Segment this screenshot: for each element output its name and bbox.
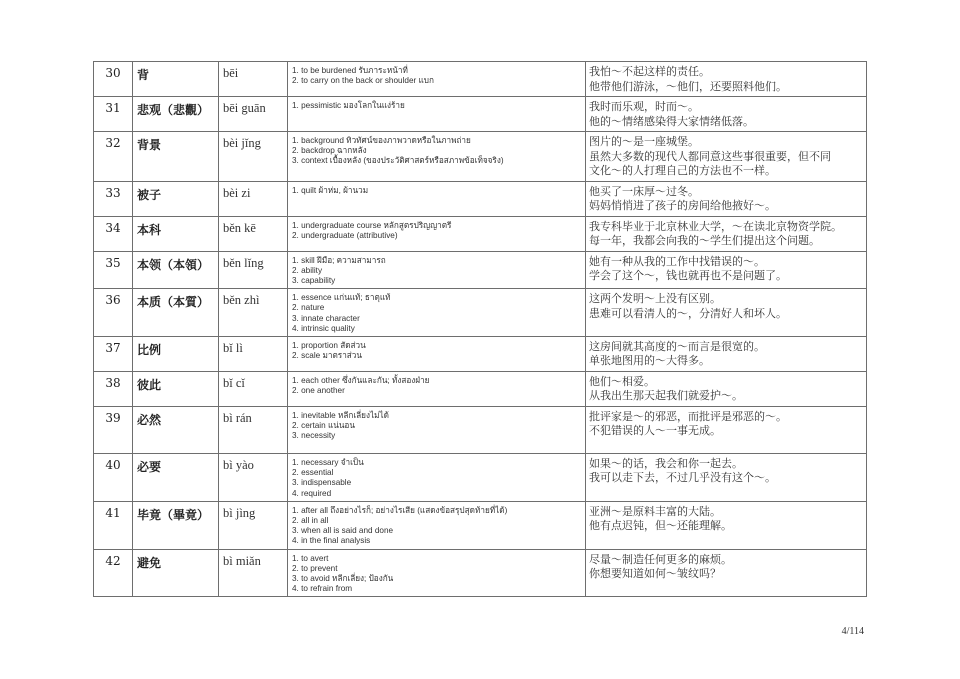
definition-line: 3. when all is said and done xyxy=(292,526,394,536)
definition-line: 2. nature xyxy=(292,303,325,313)
chinese-word: 背 xyxy=(133,62,219,97)
examples-cell xyxy=(586,289,867,337)
example-sentence: 每一年，我都会向我的～学生们提出这个问题。 xyxy=(589,234,820,247)
entry-number: 41 xyxy=(94,501,133,549)
definition-line: 2. all in all xyxy=(292,515,329,525)
definition-line: 2. backdrop ฉากหลัง xyxy=(292,146,367,156)
definition-line: 2. essential xyxy=(292,468,334,478)
definition-line: 1. essence แก่นแท้; ธาตุแท้ xyxy=(292,293,391,303)
example-sentence: 如果～的话，我会和你一起去。 xyxy=(589,456,743,470)
example-sentence: 她有一种从我的工作中找错误的～。 xyxy=(589,254,765,268)
definition-line: 2. to carry on the back or shoulder แบก xyxy=(292,76,434,86)
example-sentence: 我时而乐观，时而～。 xyxy=(589,100,699,113)
pinyin: bēi guān xyxy=(219,97,288,132)
definition-line: 4. intrinsic quality xyxy=(292,323,355,333)
definitions-cell xyxy=(288,336,586,371)
pinyin: bèi jǐng xyxy=(219,132,288,182)
example-sentence: 他的～情绪感染得大家情绪低落。 xyxy=(589,114,754,128)
definition-line: 4. to refrain from xyxy=(292,584,353,594)
definition-line: 4. required xyxy=(292,488,332,498)
chinese-word: 必然 xyxy=(133,406,219,453)
chinese-word: 本质（本質） xyxy=(133,289,219,337)
example-sentence: 单张地图用的～大得多。 xyxy=(589,354,710,368)
definition-line: 2. undergraduate (attributive) xyxy=(292,230,398,240)
table-row xyxy=(94,406,867,453)
entry-number: 34 xyxy=(94,216,133,251)
entry-number: 33 xyxy=(94,181,133,216)
example-sentence: 妈妈悄悄进了孩子的房间给他掖好～。 xyxy=(589,199,776,212)
examples-cell xyxy=(586,453,867,501)
definition-line: 2. to prevent xyxy=(292,563,338,573)
example-sentence: 我专科毕业于北京林业大学，～在读北京物资学院。 xyxy=(589,219,842,233)
entry-number: 36 xyxy=(94,289,133,337)
examples-cell xyxy=(586,406,867,453)
example-sentence: 不犯错误的人～一事无成。 xyxy=(589,424,721,438)
examples-cell xyxy=(586,132,867,182)
entry-number: 31 xyxy=(94,97,133,132)
entry-number: 32 xyxy=(94,132,133,182)
example-sentence: 从我出生那天起我们就爱护～。 xyxy=(589,389,743,403)
examples-cell xyxy=(586,97,867,132)
entry-number: 39 xyxy=(94,406,133,453)
definition-line: 1. background ทิวทัศน์ของภาพวาดหรือในภาพถ่าย xyxy=(292,136,471,145)
pinyin: bì jìng xyxy=(219,501,288,549)
examples-cell xyxy=(586,216,867,251)
pinyin: bì miǎn xyxy=(219,549,288,597)
examples-cell xyxy=(586,501,867,549)
entry-number: 40 xyxy=(94,453,133,501)
definition-line: 1. each other ซึ่งกันและกัน; ทั้งสองฝ่าย xyxy=(292,375,430,385)
definition-line: 3. capability xyxy=(292,275,336,285)
entry-number: 37 xyxy=(94,336,133,371)
definition-line: 2. one another xyxy=(292,386,345,396)
definitions-cell xyxy=(288,251,586,289)
chinese-word: 被子 xyxy=(133,181,219,216)
entry-number: 30 xyxy=(94,62,133,97)
definitions-cell xyxy=(288,501,586,549)
page-number: 4/114 xyxy=(841,626,864,637)
table-row xyxy=(94,289,867,337)
definition-line: 3. necessity xyxy=(292,431,336,441)
vocabulary-table xyxy=(93,61,867,597)
definition-line: 1. to avert xyxy=(292,553,329,563)
chinese-word: 避免 xyxy=(133,549,219,597)
definition-line: 1. inevitable หลีกเลี่ยงไม่ได้ xyxy=(292,410,389,420)
definition-line: 3. context เบื้องหลัง (ของประวัติศาสตร์หรือสภาพข้อเท็จจริง) xyxy=(292,156,504,166)
chinese-word: 悲观（悲觀） xyxy=(133,97,219,132)
examples-cell xyxy=(586,336,867,371)
pinyin: bèi zi xyxy=(219,181,288,216)
pinyin: bì yào xyxy=(219,453,288,501)
table-row xyxy=(94,216,867,251)
chinese-word: 背景 xyxy=(133,132,219,182)
definition-line: 1. to be burdened รับภาระหน้าที่ xyxy=(292,66,408,75)
examples-cell xyxy=(586,549,867,597)
chinese-word: 本科 xyxy=(133,216,219,251)
vocabulary-table-body xyxy=(94,62,867,597)
definition-line: 3. indispensable xyxy=(292,478,352,488)
chinese-word: 比例 xyxy=(133,336,219,371)
table-row xyxy=(94,549,867,597)
example-sentence: 他们～相爱。 xyxy=(589,374,655,388)
pinyin: bǐ lì xyxy=(219,336,288,371)
example-sentence: 他带他们游泳，～他们，还要照料他们。 xyxy=(589,79,787,93)
chinese-word: 本领（本領） xyxy=(133,251,219,289)
pinyin: bǐ cǐ xyxy=(219,371,288,406)
example-sentence: 你想要知道如何～皱纹吗？ xyxy=(589,567,721,581)
chinese-word: 毕竟（畢竟） xyxy=(133,501,219,549)
table-row xyxy=(94,62,867,97)
definition-line: 2. scale มาตราส่วน xyxy=(292,351,362,361)
table-row xyxy=(94,453,867,501)
example-sentence: 亚洲～是原料丰富的大陆。 xyxy=(589,504,721,518)
definition-line: 1. after all ถึงอย่างไรก็; อย่างไรเสีย (แสดงข้อสรุปสุดท้ายที่ได้) xyxy=(292,505,508,515)
definitions-cell xyxy=(288,62,586,97)
table-row xyxy=(94,181,867,216)
definitions-cell xyxy=(288,549,586,597)
definitions-cell xyxy=(288,453,586,501)
example-sentence: 图片的～是一座城堡。 xyxy=(589,135,699,148)
pinyin: běn kē xyxy=(219,216,288,251)
example-sentence: 批评家是～的邪恶，而批评是邪恶的～。 xyxy=(589,409,787,423)
table-row xyxy=(94,251,867,289)
definition-line: 1. quilt ผ้าห่ม, ผ้านวม xyxy=(292,185,369,195)
definitions-cell xyxy=(288,216,586,251)
examples-cell xyxy=(586,371,867,406)
definition-line: 3. to avoid หลีกเลี่ยง; ป้องกัน xyxy=(292,573,394,583)
example-sentence: 他有点迟钝，但～还能理解。 xyxy=(589,519,732,533)
pinyin: bēi xyxy=(219,62,288,97)
definitions-cell xyxy=(288,181,586,216)
definition-line: 2. ability xyxy=(292,265,323,275)
table-row xyxy=(94,336,867,371)
example-sentence: 患难可以看清人的～，分清好人和坏人。 xyxy=(589,306,787,320)
entry-number: 42 xyxy=(94,549,133,597)
example-sentence: 我怕～不起这样的责任。 xyxy=(589,65,710,78)
example-sentence: 尽量～制造任何更多的麻烦。 xyxy=(589,552,732,566)
definition-line: 1. proportion สัดส่วน xyxy=(292,340,366,350)
table-row xyxy=(94,97,867,132)
example-sentence: 学会了这个～，钱也就再也不是问题了。 xyxy=(589,269,787,282)
pinyin: běn lǐng xyxy=(219,251,288,289)
definitions-cell xyxy=(288,289,586,337)
example-sentence: 这房间就其高度的～而言是很宽的。 xyxy=(589,339,765,353)
example-sentence: 文化～的人打理自己的方法也不一样。 xyxy=(589,164,776,177)
definitions-cell xyxy=(288,371,586,406)
definition-line: 1. pessimistic มองโลกในแง่ร้าย xyxy=(292,101,405,110)
definition-line: 1. undergraduate course หลักสูตรปริญญาตรี xyxy=(292,220,452,230)
entry-number: 35 xyxy=(94,251,133,289)
example-sentence: 虽然大多数的现代人都同意这些事很重要，但不同 xyxy=(589,149,831,163)
example-sentence: 他买了一床厚～过冬。 xyxy=(589,184,699,198)
chinese-word: 彼此 xyxy=(133,371,219,406)
entry-number: 38 xyxy=(94,371,133,406)
definitions-cell xyxy=(288,406,586,453)
definition-line: 4. in the final analysis xyxy=(292,536,371,546)
definitions-cell xyxy=(288,132,586,182)
examples-cell xyxy=(586,62,867,97)
pinyin: běn zhì xyxy=(219,289,288,337)
pinyin: bì rán xyxy=(219,406,288,453)
definition-line: 1. necessary จำเป็น xyxy=(292,457,364,467)
definition-line: 3. innate character xyxy=(292,313,360,323)
examples-cell xyxy=(586,251,867,289)
table-row xyxy=(94,132,867,182)
examples-cell xyxy=(586,181,867,216)
example-sentence: 我可以走下去，不过几乎没有这个～。 xyxy=(589,471,776,485)
table-row xyxy=(94,371,867,406)
table-row xyxy=(94,501,867,549)
example-sentence: 这两个发明～上没有区别。 xyxy=(589,292,721,306)
definition-line: 2. certain แน่นอน xyxy=(292,421,355,431)
chinese-word: 必要 xyxy=(133,453,219,501)
definitions-cell xyxy=(288,97,586,132)
definition-line: 1. skill ฝีมือ; ความสามารถ xyxy=(292,255,386,265)
